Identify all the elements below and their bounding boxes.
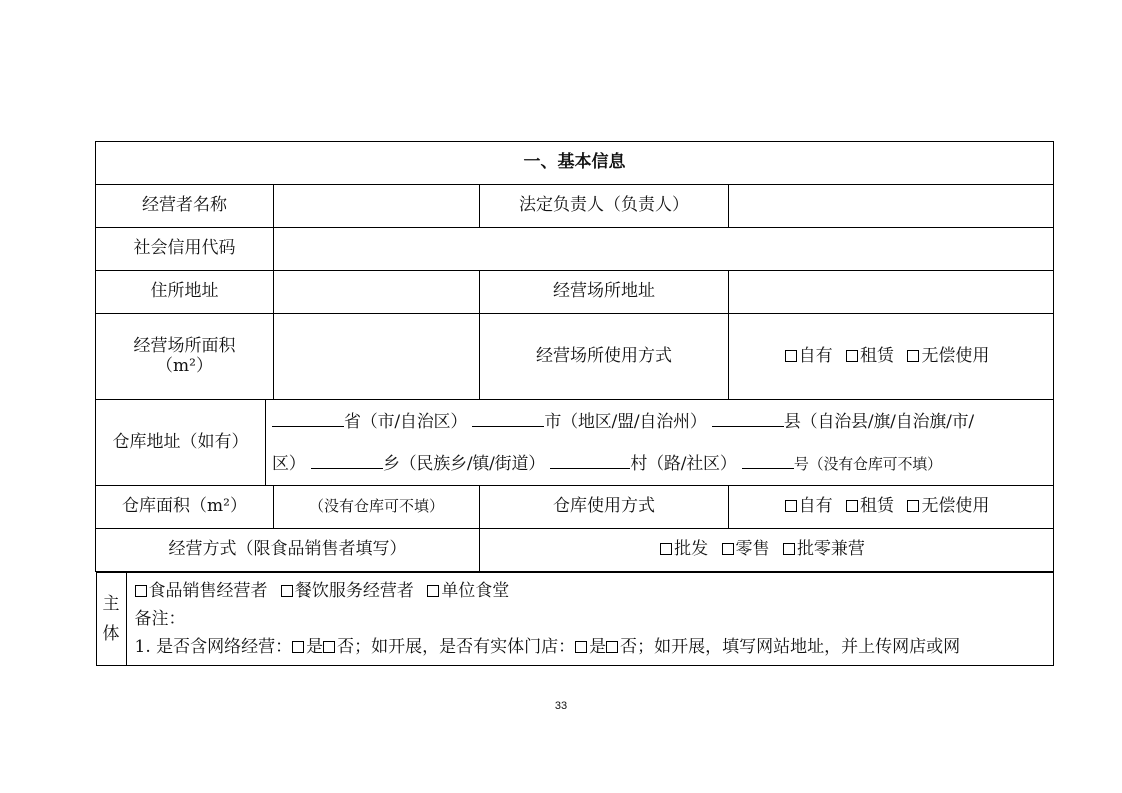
business-usage-own[interactable]: 自有 [785, 346, 833, 366]
business-mode-label: 经营方式（限食品销售者填写） [96, 529, 480, 572]
residence-field[interactable] [274, 271, 480, 314]
subject-row [96, 572, 1054, 667]
remark-line1: 1. 是否含网络经营： 是 否；如开展，是否有实体门店： 是 否；如开展，填写网站地址，并上传网店或网 [134, 637, 961, 657]
checkbox-icon[interactable] [783, 543, 795, 555]
operator-name-field[interactable] [274, 185, 480, 228]
subject-label: 主 体 [96, 573, 126, 666]
subject-type-options [135, 577, 1045, 605]
type-catering[interactable]: 餐饮服务经营者 [281, 581, 414, 601]
warehouse-area-label: 仓库面积（m²） [96, 486, 274, 529]
type-food-sales[interactable]: 食品销售经营者 [135, 581, 268, 601]
warehouse-address-label: 仓库地址（如有） [96, 400, 266, 486]
business-usage-free[interactable]: 无偿使用 [907, 346, 989, 366]
province-blank[interactable] [272, 409, 344, 427]
credit-code-field[interactable] [274, 228, 1054, 271]
checkbox-icon[interactable] [281, 585, 293, 597]
checkbox-icon[interactable] [785, 500, 797, 512]
operator-name-label: 经营者名称 [96, 185, 274, 228]
section-title: 一、基本信息 [96, 142, 1054, 185]
city-blank[interactable] [472, 409, 544, 427]
business-usage-options [729, 314, 1054, 400]
checkbox-icon[interactable] [785, 350, 797, 362]
warehouse-address-line1: 省（市/自治区） 市（地区/盟/自治州） 县（自治县/旗/自治旗/市/ [272, 401, 1047, 443]
legal-rep-label: 法定负责人（负责人） [480, 185, 729, 228]
basic-info-form [95, 141, 1054, 666]
warehouse-area-hint[interactable]: （没有仓库可不填） [274, 486, 480, 529]
number-blank[interactable] [742, 451, 794, 469]
business-mode-options [480, 529, 1054, 572]
residence-label: 住所地址 [96, 271, 274, 314]
business-area-label-line1: 经营场所面积 [133, 335, 236, 356]
warehouse-address-line2: 区） 乡（民族乡/镇/街道） 村（路/社区） 号（没有仓库可不填） [272, 443, 1047, 485]
checkbox-icon[interactable] [323, 641, 335, 653]
checkbox-icon[interactable] [575, 641, 587, 653]
warehouse-usage-own[interactable]: 自有 [785, 496, 833, 516]
township-blank[interactable] [311, 451, 383, 469]
business-area-field[interactable] [274, 314, 480, 400]
mode-both[interactable]: 批零兼营 [783, 539, 865, 559]
warehouse-usage-options [729, 486, 1054, 529]
checkbox-icon[interactable] [722, 543, 734, 555]
checkbox-icon[interactable] [846, 500, 858, 512]
page-number: 33 [554, 700, 568, 712]
remark-label: 备注： [134, 609, 186, 629]
warehouse-usage-rent[interactable]: 租赁 [846, 496, 894, 516]
mode-retail[interactable]: 零售 [722, 539, 770, 559]
legal-rep-field[interactable] [729, 185, 1054, 228]
business-usage-label: 经营场所使用方式 [480, 314, 729, 400]
business-address-label: 经营场所地址 [480, 271, 729, 314]
checkbox-icon[interactable] [846, 350, 858, 362]
business-address-field[interactable] [729, 271, 1054, 314]
checkbox-icon[interactable] [660, 543, 672, 555]
subject-table [96, 572, 1054, 666]
checkbox-icon[interactable] [135, 585, 147, 597]
county-blank[interactable] [712, 409, 784, 427]
checkbox-icon[interactable] [907, 350, 919, 362]
checkbox-icon[interactable] [606, 641, 618, 653]
checkbox-icon[interactable] [427, 585, 439, 597]
warehouse-address-field [266, 400, 1054, 486]
warehouse-usage-label: 仓库使用方式 [480, 486, 729, 529]
checkbox-icon[interactable] [292, 641, 304, 653]
business-area-label-line2: （m²） [156, 355, 213, 376]
mode-wholesale[interactable]: 批发 [660, 539, 708, 559]
business-area-label [96, 314, 274, 400]
checkbox-icon[interactable] [907, 500, 919, 512]
village-blank[interactable] [550, 451, 630, 469]
business-usage-rent[interactable]: 租赁 [846, 346, 894, 366]
credit-code-label: 社会信用代码 [96, 228, 274, 271]
warehouse-usage-free[interactable]: 无偿使用 [907, 496, 989, 516]
type-canteen[interactable]: 单位食堂 [427, 581, 509, 601]
subject-body [126, 573, 1053, 666]
